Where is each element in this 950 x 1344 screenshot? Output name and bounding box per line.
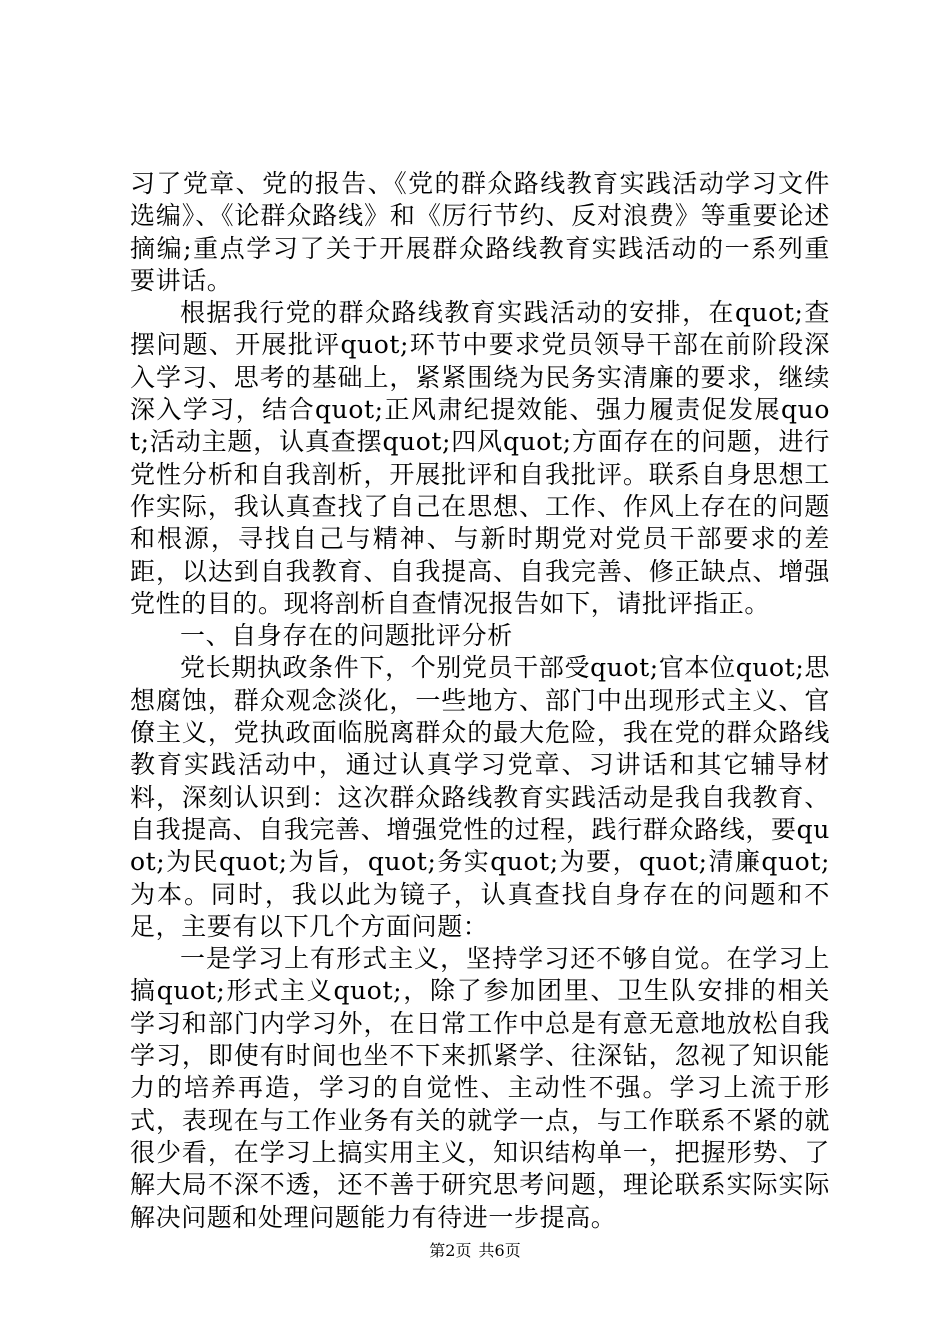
page-footer [0, 1240, 950, 1262]
page-number: 第2页 [429, 1241, 472, 1260]
paragraph-introduction: 根据我行党的群众路线教育实践活动的安排，在quot;查摆问题、开展批评quot;环节中要求党员领导干部在前阶段深入学习、思考的基础上，紧紧围绕为民务实清廉的要求，继续深入学习，结合quot;正风肃纪提效能、强力履责促发展quot;活动主题，认真查摆quot;四风quot;方面存在的问题，进行党性分析和自我剖析，开展批评和自我批评。联系自身思想工作实际，我认真查找了自己在思想、工作、作风上存在的问题和根源，寻找自己与精神、与新时期党对党员干部要求的差距，以达到自我教育、自我提高、自我完善、修正缺点、增强党性的目的。现将剖析自查情况报告如下，请批评指正。 [130, 298, 830, 618]
section-heading: 一、自身存在的问题批评分析 [180, 621, 513, 651]
document-body [130, 168, 830, 1234]
paragraph-study-issue: 一是学习上有形式主义，坚持学习还不够自觉。在学习上搞quot;形式主义quot;，除了参加团里、卫生队安排的相关学习和部门内学习外，在日常工作中总是有意无意地放松自我学习，即使有时间也坐不下来抓紧学、往深钻，忽视了知识能力的培养再造，学习的自觉性、主动性不强。学习上流于形式，表现在与工作业务有关的就学一点，与工作联系不紧的就很少看，在学习上搞实用主义，知识结构单一，把握形势、了解大局不深不透，还不善于研究思考问题，理论联系实际实际解决问题和处理问题能力有待进一步提高。 [130, 944, 830, 1232]
paragraph-analysis: 党长期执政条件下，个别党员干部受quot;官本位quot;思想腐蚀，群众观念淡化，一些地方、部门中出现形式主义、官僚主义，党执政面临脱离群众的最大危险，我在党的群众路线教育实践活动中，通过认真学习党章、习讲话和其它辅导材料，深刻认识到：这次群众路线教育实践活动是我自我教育、自我提高、自我完善、增强党性的过程，践行群众路线，要quot;为民quot;为旨，quot;务实quot;为要，quot;清廉quot;为本。同时，我以此为镜子，认真查找自身存在的问题和不足，主要有以下几个方面问题： [130, 653, 830, 941]
paragraph-continuation: 习了党章、党的报告、《党的群众路线教育实践活动学习文件选编》、《论群众路线》和《厉行节约、反对浪费》等重要论述摘编;重点学习了关于开展群众路线教育实践活动的一系列重要讲话。 [130, 169, 830, 295]
page-total: 共6页 [478, 1241, 521, 1260]
